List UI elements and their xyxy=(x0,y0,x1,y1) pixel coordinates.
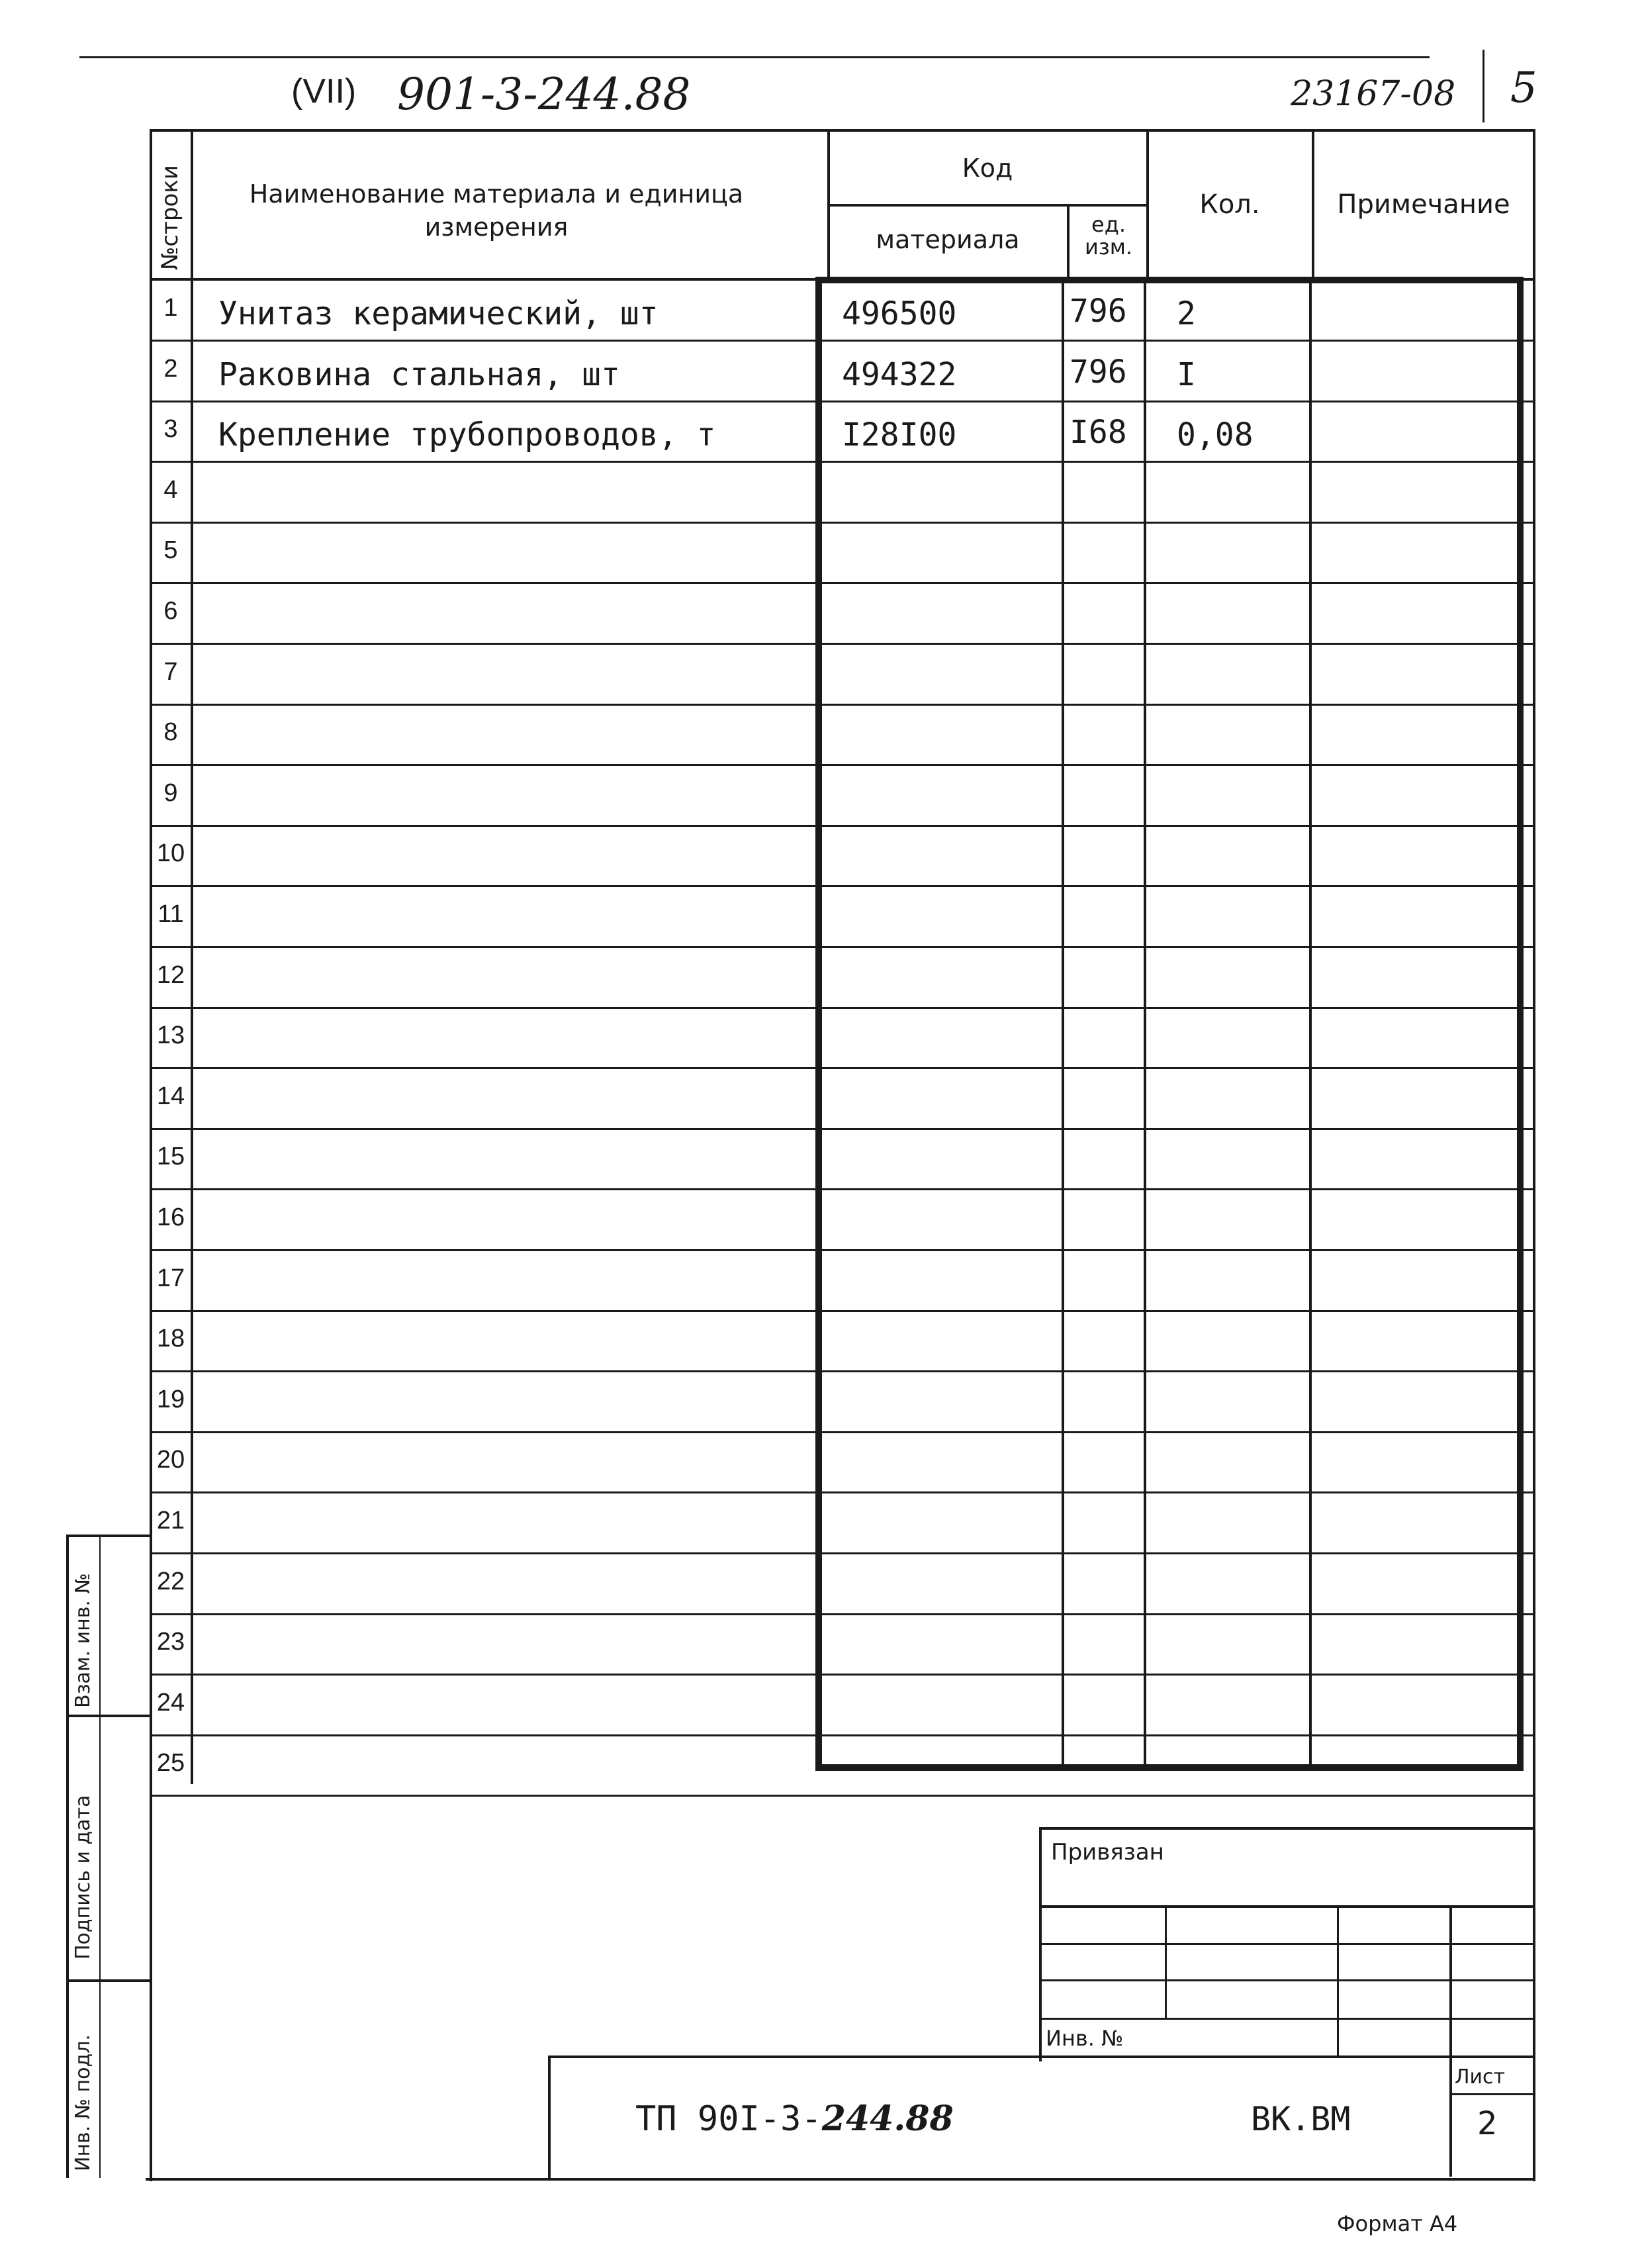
row-rule xyxy=(150,1007,1533,1009)
row-number: 19 xyxy=(156,1386,185,1413)
top-right-tick xyxy=(1482,50,1484,122)
row-material-code: 496500 xyxy=(842,295,957,332)
row-rule xyxy=(150,461,1533,463)
row-number: 8 xyxy=(163,718,178,746)
row-rule xyxy=(150,522,1533,524)
stamp-sheet-rule xyxy=(1449,2093,1533,2095)
row-rule xyxy=(150,1188,1533,1190)
stamp-col-1 xyxy=(1165,1905,1167,2018)
row-number: 23 xyxy=(156,1628,185,1656)
col-qty: Кол. xyxy=(1199,189,1260,220)
row-rule xyxy=(150,582,1533,584)
col-name xyxy=(199,177,794,244)
row-number: 5 xyxy=(163,536,178,564)
col-sep-qty xyxy=(1144,278,1146,1771)
row-rule xyxy=(150,1067,1533,1069)
data-frame xyxy=(815,277,1524,1771)
row-qty: 2 xyxy=(1177,295,1196,332)
row-rule xyxy=(150,1431,1533,1433)
stamp-sheet-no: 2 xyxy=(1477,2105,1498,2142)
row-number: 17 xyxy=(156,1264,185,1292)
row-rule xyxy=(150,1249,1533,1251)
col-sep-note xyxy=(1309,278,1312,1771)
stamp-col-2 xyxy=(1337,1905,1339,2057)
header-col-sep-5 xyxy=(1067,205,1070,278)
col-note: Примечание xyxy=(1337,189,1510,220)
row-number: 20 xyxy=(156,1446,185,1474)
stamp-designation-hand: 244.88 xyxy=(821,2099,954,2139)
row-unit-code: 796 xyxy=(1070,293,1127,330)
album-mark: (VII) xyxy=(291,72,357,111)
row-name: Унитаз керамический, шт xyxy=(218,295,659,332)
row-unit-code: 796 xyxy=(1070,354,1127,391)
page-number: 5 xyxy=(1510,64,1537,113)
side-rule-1 xyxy=(66,1535,151,1537)
row-number: 7 xyxy=(163,658,178,686)
row-number: 10 xyxy=(156,839,185,867)
row-qty: I xyxy=(1177,356,1196,393)
side-label-sign-date: Подпись и дата xyxy=(71,1795,95,1960)
row-number: 12 xyxy=(156,961,185,989)
row-rule xyxy=(150,340,1533,342)
row-number: 1 xyxy=(163,294,178,322)
top-rule xyxy=(79,56,1430,58)
side-rule-2 xyxy=(66,1715,151,1717)
doc-number: 23167-08 xyxy=(1291,74,1456,114)
row-rule xyxy=(150,1310,1533,1312)
row-number: 22 xyxy=(156,1568,185,1595)
stamp-rule-1 xyxy=(1039,1905,1533,1908)
stamp-rule-2 xyxy=(1039,1943,1533,1945)
row-rule xyxy=(150,1370,1533,1372)
format-label: Формат А4 xyxy=(1337,2211,1458,2236)
row-rule xyxy=(150,704,1533,706)
stamp-rule-3 xyxy=(1039,1979,1533,1981)
row-rule xyxy=(150,1552,1533,1554)
col-material: материала xyxy=(876,225,1020,254)
side-col xyxy=(99,1536,101,2178)
row-material-code: 494322 xyxy=(842,356,957,393)
side-label-inv-podl: Инв. № подл. xyxy=(71,2034,95,2171)
row-number: 14 xyxy=(156,1082,185,1110)
stamp-attached: Привязан xyxy=(1051,1839,1164,1866)
row-rule xyxy=(150,1734,1533,1736)
row-number: 21 xyxy=(156,1507,185,1535)
row-number: 18 xyxy=(156,1325,185,1352)
row-number: 6 xyxy=(163,597,178,625)
col-name-text: Наименование материала и единица измерения xyxy=(249,179,744,242)
row-qty: 0,08 xyxy=(1177,416,1254,453)
stamp-designation xyxy=(635,2099,954,2139)
header-col-sep-1 xyxy=(191,129,193,1784)
row-number: 24 xyxy=(156,1689,185,1717)
col-unit: ед. изм. xyxy=(1084,212,1133,260)
stamp-sheet-label: Лист xyxy=(1455,2065,1506,2089)
row-number: 3 xyxy=(163,415,178,443)
row-number: 4 xyxy=(163,476,178,504)
row-number: 13 xyxy=(156,1021,185,1049)
col-code-group: Код xyxy=(962,154,1013,183)
row-unit-code: I68 xyxy=(1070,414,1127,451)
row-number: 16 xyxy=(156,1204,185,1231)
row-rule xyxy=(150,946,1533,948)
side-rule-3 xyxy=(66,1979,151,1982)
stamp-designation-prefix: ТП 90I-3- xyxy=(635,2099,822,2139)
row-rule xyxy=(150,643,1533,645)
side-label-inv-orig: Взам. инв. № xyxy=(71,1573,95,1708)
stamp-mark: ВК.ВМ xyxy=(1251,2100,1351,2138)
row-rule xyxy=(150,1128,1533,1130)
row-material-code: I28I00 xyxy=(842,416,957,453)
row-number: 2 xyxy=(163,355,178,383)
row-rule xyxy=(150,825,1533,827)
row-rule xyxy=(150,1795,1533,1797)
row-rule xyxy=(150,1674,1533,1676)
row-number: 11 xyxy=(158,900,184,928)
col-sep-unit xyxy=(1062,278,1064,1771)
frame-top xyxy=(150,129,1535,132)
row-rule xyxy=(150,885,1533,887)
row-rule xyxy=(150,401,1533,402)
stamp-rule-4 xyxy=(1039,2018,1533,2020)
row-number: 15 xyxy=(156,1143,185,1170)
stamp-inv-no: Инв. № xyxy=(1046,2026,1124,2051)
col-row-no: №строки xyxy=(157,165,183,270)
row-name: Раковина стальная, шт xyxy=(218,356,620,393)
row-rule xyxy=(150,764,1533,766)
project-code: 901-3-244.88 xyxy=(397,69,691,120)
row-rule xyxy=(150,1491,1533,1493)
row-number: 9 xyxy=(163,779,178,807)
row-name: Крепление трубопроводов, т xyxy=(218,416,716,453)
row-rule xyxy=(150,1613,1533,1615)
header-code-split xyxy=(827,204,1148,207)
row-number: 25 xyxy=(156,1749,185,1777)
